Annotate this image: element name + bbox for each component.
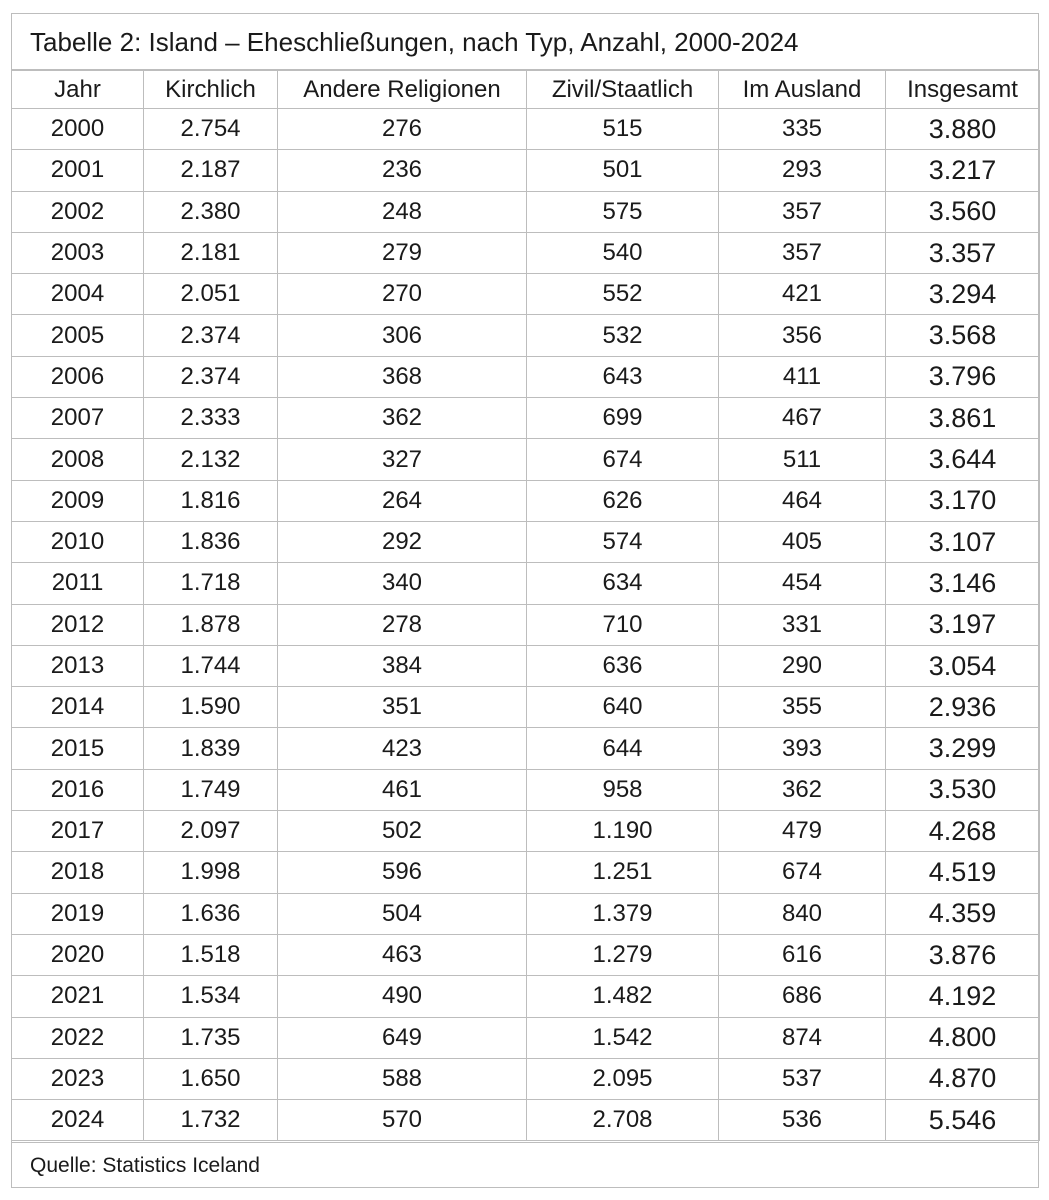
table-row xyxy=(12,150,1040,191)
cell-im-ausland: 356 xyxy=(719,315,886,356)
cell-jahr: 2004 xyxy=(12,274,144,315)
cell-zivil-staatlich: 2.708 xyxy=(527,1100,719,1141)
cell-zivil-staatlich: 532 xyxy=(527,315,719,356)
cell-zivil-staatlich: 644 xyxy=(527,728,719,769)
cell-kirchlich: 1.735 xyxy=(144,1017,278,1058)
cell-im-ausland: 362 xyxy=(719,769,886,810)
table-row xyxy=(12,852,1040,893)
cell-im-ausland: 411 xyxy=(719,356,886,397)
cell-zivil-staatlich: 1.542 xyxy=(527,1017,719,1058)
cell-insgesamt: 3.568 xyxy=(886,315,1040,356)
cell-insgesamt: 3.217 xyxy=(886,150,1040,191)
cell-im-ausland: 874 xyxy=(719,1017,886,1058)
cell-insgesamt: 4.268 xyxy=(886,811,1040,852)
column-header-im-ausland: Im Ausland xyxy=(719,71,886,109)
cell-insgesamt: 3.054 xyxy=(886,645,1040,686)
cell-zivil-staatlich: 1.251 xyxy=(527,852,719,893)
cell-jahr: 2003 xyxy=(12,232,144,273)
cell-kirchlich: 1.534 xyxy=(144,976,278,1017)
cell-im-ausland: 405 xyxy=(719,521,886,562)
cell-zivil-staatlich: 710 xyxy=(527,604,719,645)
cell-andere-religionen: 649 xyxy=(278,1017,527,1058)
cell-im-ausland: 686 xyxy=(719,976,886,1017)
header-row xyxy=(12,71,1040,109)
table-row xyxy=(12,728,1040,769)
cell-im-ausland: 331 xyxy=(719,604,886,645)
cell-im-ausland: 511 xyxy=(719,439,886,480)
cell-andere-religionen: 463 xyxy=(278,934,527,975)
table-row xyxy=(12,769,1040,810)
cell-jahr: 2008 xyxy=(12,439,144,480)
cell-kirchlich: 1.518 xyxy=(144,934,278,975)
cell-insgesamt: 5.546 xyxy=(886,1100,1040,1141)
cell-andere-religionen: 502 xyxy=(278,811,527,852)
cell-andere-religionen: 270 xyxy=(278,274,527,315)
cell-jahr: 2024 xyxy=(12,1100,144,1141)
table-row xyxy=(12,191,1040,232)
cell-zivil-staatlich: 1.379 xyxy=(527,893,719,934)
cell-jahr: 2017 xyxy=(12,811,144,852)
cell-andere-religionen: 306 xyxy=(278,315,527,356)
cell-kirchlich: 2.097 xyxy=(144,811,278,852)
cell-kirchlich: 2.374 xyxy=(144,315,278,356)
cell-insgesamt: 3.146 xyxy=(886,563,1040,604)
cell-zivil-staatlich: 574 xyxy=(527,521,719,562)
cell-zivil-staatlich: 2.095 xyxy=(527,1058,719,1099)
cell-kirchlich: 2.187 xyxy=(144,150,278,191)
cell-zivil-staatlich: 699 xyxy=(527,398,719,439)
table-row xyxy=(12,232,1040,273)
cell-andere-religionen: 236 xyxy=(278,150,527,191)
column-header-andere-religionen: Andere Religionen xyxy=(278,71,527,109)
cell-kirchlich: 1.839 xyxy=(144,728,278,769)
cell-im-ausland: 357 xyxy=(719,232,886,273)
cell-jahr: 2023 xyxy=(12,1058,144,1099)
cell-andere-religionen: 368 xyxy=(278,356,527,397)
cell-insgesamt: 4.519 xyxy=(886,852,1040,893)
cell-andere-religionen: 276 xyxy=(278,109,527,150)
cell-jahr: 2019 xyxy=(12,893,144,934)
cell-zivil-staatlich: 636 xyxy=(527,645,719,686)
cell-insgesamt: 3.170 xyxy=(886,480,1040,521)
cell-im-ausland: 479 xyxy=(719,811,886,852)
cell-kirchlich: 1.718 xyxy=(144,563,278,604)
cell-im-ausland: 293 xyxy=(719,150,886,191)
cell-insgesamt: 3.299 xyxy=(886,728,1040,769)
cell-kirchlich: 1.590 xyxy=(144,687,278,728)
cell-andere-religionen: 570 xyxy=(278,1100,527,1141)
column-header-insgesamt: Insgesamt xyxy=(886,71,1040,109)
table-row xyxy=(12,893,1040,934)
cell-zivil-staatlich: 958 xyxy=(527,769,719,810)
table-row xyxy=(12,1017,1040,1058)
cell-zivil-staatlich: 540 xyxy=(527,232,719,273)
cell-jahr: 2013 xyxy=(12,645,144,686)
cell-jahr: 2010 xyxy=(12,521,144,562)
cell-jahr: 2018 xyxy=(12,852,144,893)
cell-insgesamt: 3.107 xyxy=(886,521,1040,562)
cell-insgesamt: 3.197 xyxy=(886,604,1040,645)
cell-zivil-staatlich: 674 xyxy=(527,439,719,480)
cell-jahr: 2020 xyxy=(12,934,144,975)
cell-kirchlich: 1.744 xyxy=(144,645,278,686)
cell-jahr: 2000 xyxy=(12,109,144,150)
cell-jahr: 2007 xyxy=(12,398,144,439)
table-row xyxy=(12,315,1040,356)
cell-insgesamt: 3.796 xyxy=(886,356,1040,397)
cell-andere-religionen: 384 xyxy=(278,645,527,686)
cell-kirchlich: 1.650 xyxy=(144,1058,278,1099)
cell-insgesamt: 2.936 xyxy=(886,687,1040,728)
cell-insgesamt: 3.560 xyxy=(886,191,1040,232)
table-row xyxy=(12,934,1040,975)
cell-kirchlich: 1.998 xyxy=(144,852,278,893)
cell-andere-religionen: 279 xyxy=(278,232,527,273)
cell-jahr: 2002 xyxy=(12,191,144,232)
cell-kirchlich: 1.749 xyxy=(144,769,278,810)
table-row xyxy=(12,976,1040,1017)
table-row xyxy=(12,480,1040,521)
cell-kirchlich: 2.380 xyxy=(144,191,278,232)
cell-jahr: 2005 xyxy=(12,315,144,356)
table-body xyxy=(12,109,1040,1141)
cell-kirchlich: 1.732 xyxy=(144,1100,278,1141)
cell-zivil-staatlich: 575 xyxy=(527,191,719,232)
source-note: Quelle: Statistics Iceland xyxy=(12,1142,1038,1187)
cell-insgesamt: 4.192 xyxy=(886,976,1040,1017)
cell-zivil-staatlich: 640 xyxy=(527,687,719,728)
cell-im-ausland: 355 xyxy=(719,687,886,728)
table-row xyxy=(12,109,1040,150)
cell-andere-religionen: 588 xyxy=(278,1058,527,1099)
cell-insgesamt: 3.357 xyxy=(886,232,1040,273)
cell-andere-religionen: 490 xyxy=(278,976,527,1017)
cell-im-ausland: 357 xyxy=(719,191,886,232)
cell-zivil-staatlich: 643 xyxy=(527,356,719,397)
table-row xyxy=(12,274,1040,315)
table-row xyxy=(12,687,1040,728)
cell-im-ausland: 467 xyxy=(719,398,886,439)
cell-insgesamt: 3.294 xyxy=(886,274,1040,315)
cell-andere-religionen: 248 xyxy=(278,191,527,232)
cell-insgesamt: 3.880 xyxy=(886,109,1040,150)
cell-andere-religionen: 461 xyxy=(278,769,527,810)
cell-im-ausland: 454 xyxy=(719,563,886,604)
cell-insgesamt: 4.870 xyxy=(886,1058,1040,1099)
table-row xyxy=(12,811,1040,852)
table-title: Tabelle 2: Island – Eheschließungen, nach Typ, Anzahl, 2000-2024 xyxy=(12,14,1038,70)
cell-im-ausland: 421 xyxy=(719,274,886,315)
cell-zivil-staatlich: 552 xyxy=(527,274,719,315)
cell-andere-religionen: 504 xyxy=(278,893,527,934)
cell-kirchlich: 2.754 xyxy=(144,109,278,150)
cell-jahr: 2015 xyxy=(12,728,144,769)
cell-andere-religionen: 327 xyxy=(278,439,527,480)
cell-zivil-staatlich: 515 xyxy=(527,109,719,150)
cell-jahr: 2012 xyxy=(12,604,144,645)
cell-jahr: 2001 xyxy=(12,150,144,191)
table-row xyxy=(12,1100,1040,1141)
table-row xyxy=(12,645,1040,686)
cell-kirchlich: 1.636 xyxy=(144,893,278,934)
cell-zivil-staatlich: 626 xyxy=(527,480,719,521)
cell-zivil-staatlich: 1.279 xyxy=(527,934,719,975)
table-row xyxy=(12,439,1040,480)
cell-jahr: 2021 xyxy=(12,976,144,1017)
table-row xyxy=(12,1058,1040,1099)
cell-andere-religionen: 423 xyxy=(278,728,527,769)
cell-andere-religionen: 351 xyxy=(278,687,527,728)
cell-insgesamt: 3.876 xyxy=(886,934,1040,975)
cell-insgesamt: 3.644 xyxy=(886,439,1040,480)
cell-kirchlich: 1.836 xyxy=(144,521,278,562)
cell-im-ausland: 393 xyxy=(719,728,886,769)
marriages-table xyxy=(11,70,1040,1141)
cell-im-ausland: 537 xyxy=(719,1058,886,1099)
cell-im-ausland: 335 xyxy=(719,109,886,150)
cell-im-ausland: 464 xyxy=(719,480,886,521)
table-row xyxy=(12,398,1040,439)
cell-insgesamt: 3.861 xyxy=(886,398,1040,439)
cell-jahr: 2022 xyxy=(12,1017,144,1058)
cell-zivil-staatlich: 634 xyxy=(527,563,719,604)
cell-im-ausland: 290 xyxy=(719,645,886,686)
cell-jahr: 2014 xyxy=(12,687,144,728)
cell-insgesamt: 3.530 xyxy=(886,769,1040,810)
table-row xyxy=(12,356,1040,397)
cell-insgesamt: 4.800 xyxy=(886,1017,1040,1058)
cell-andere-religionen: 596 xyxy=(278,852,527,893)
table-row xyxy=(12,604,1040,645)
column-header-kirchlich: Kirchlich xyxy=(144,71,278,109)
cell-insgesamt: 4.359 xyxy=(886,893,1040,934)
cell-kirchlich: 2.132 xyxy=(144,439,278,480)
cell-zivil-staatlich: 1.190 xyxy=(527,811,719,852)
cell-andere-religionen: 340 xyxy=(278,563,527,604)
column-header-zivil-staatlich: Zivil/Staatlich xyxy=(527,71,719,109)
cell-kirchlich: 2.181 xyxy=(144,232,278,273)
cell-im-ausland: 616 xyxy=(719,934,886,975)
column-header-jahr: Jahr xyxy=(12,71,144,109)
cell-andere-religionen: 362 xyxy=(278,398,527,439)
cell-andere-religionen: 264 xyxy=(278,480,527,521)
cell-kirchlich: 2.333 xyxy=(144,398,278,439)
cell-andere-religionen: 292 xyxy=(278,521,527,562)
cell-jahr: 2011 xyxy=(12,563,144,604)
cell-im-ausland: 840 xyxy=(719,893,886,934)
table-row xyxy=(12,563,1040,604)
cell-im-ausland: 674 xyxy=(719,852,886,893)
cell-andere-religionen: 278 xyxy=(278,604,527,645)
cell-kirchlich: 1.878 xyxy=(144,604,278,645)
cell-jahr: 2009 xyxy=(12,480,144,521)
cell-kirchlich: 2.374 xyxy=(144,356,278,397)
cell-zivil-staatlich: 501 xyxy=(527,150,719,191)
cell-jahr: 2006 xyxy=(12,356,144,397)
cell-zivil-staatlich: 1.482 xyxy=(527,976,719,1017)
cell-kirchlich: 1.816 xyxy=(144,480,278,521)
cell-kirchlich: 2.051 xyxy=(144,274,278,315)
cell-jahr: 2016 xyxy=(12,769,144,810)
table-row xyxy=(12,521,1040,562)
cell-im-ausland: 536 xyxy=(719,1100,886,1141)
